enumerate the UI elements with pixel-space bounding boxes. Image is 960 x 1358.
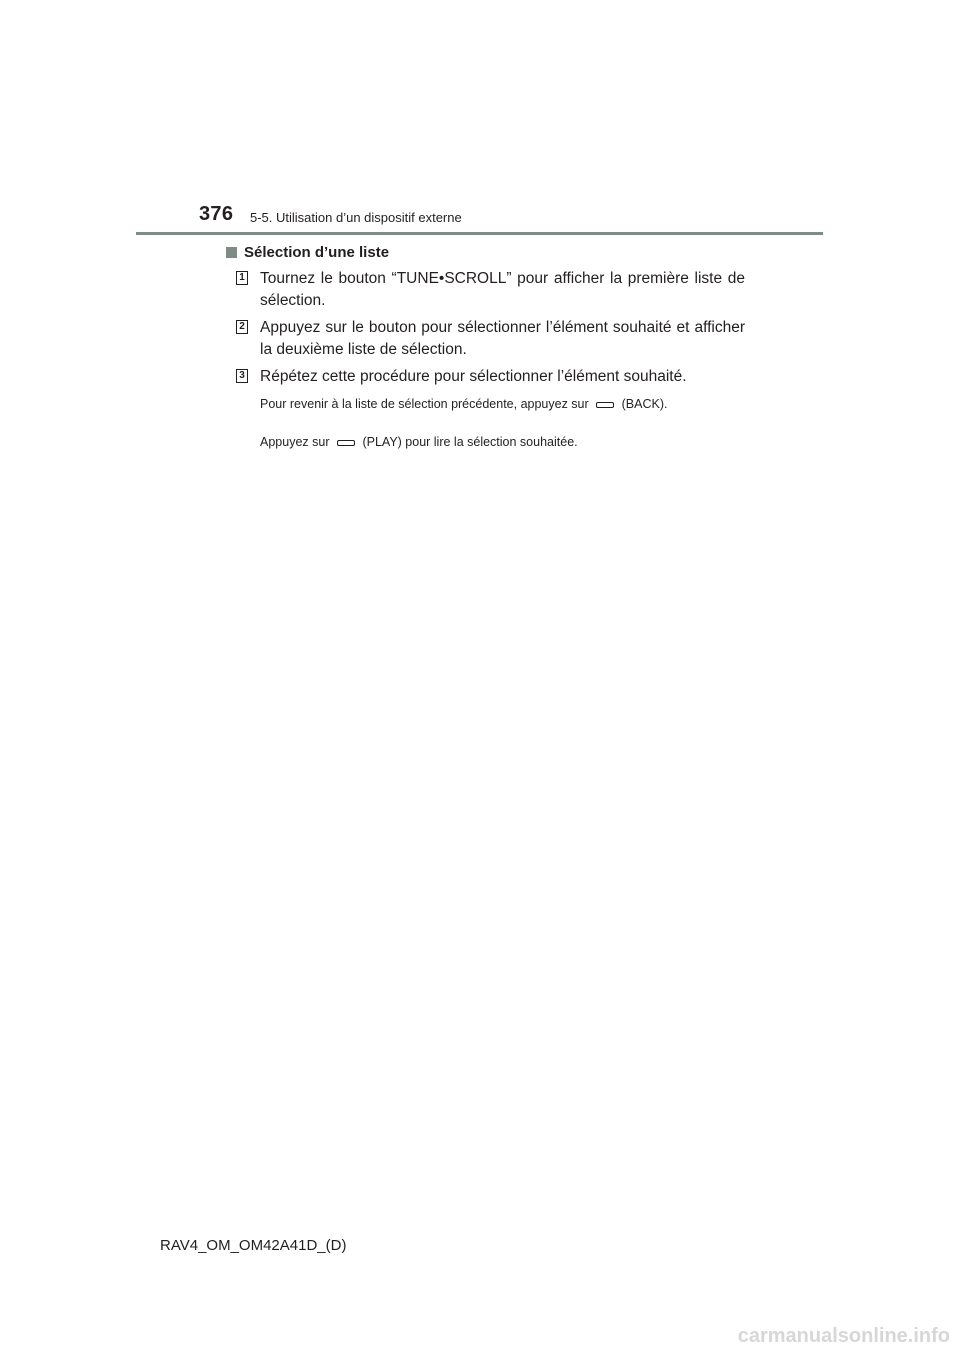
page-number: 376: [199, 203, 234, 225]
note-play-label: (PLAY) pour lire la sélection souhaitée.: [362, 435, 578, 449]
step-number-badge: 3: [236, 369, 248, 383]
note-play-text: Appuyez sur: [260, 435, 330, 449]
play-button-icon: [337, 440, 355, 446]
square-bullet-icon: [226, 247, 237, 258]
watermark: carmanualsonline.info: [737, 1325, 950, 1347]
step-text: Répétez cette procédure pour sélectionner l’élément souhaité.: [260, 368, 687, 385]
document-code: RAV4_OM_OM42A41D_(D): [160, 1237, 347, 1254]
step-text: Appuyez sur le bouton pour sélectionner l’élément souhaité et afficher la deuxième liste de sélection.: [260, 319, 745, 358]
header-divider: [136, 232, 823, 235]
step-number-badge: 2: [236, 320, 248, 334]
section-heading: [226, 244, 389, 261]
note-back: [260, 396, 745, 412]
heading-text: Sélection d’une liste: [244, 244, 390, 261]
note-back-label: (BACK).: [621, 397, 668, 411]
step-text: Tournez le bouton “TUNE•SCROLL” pour afficher la première liste de sélection.: [260, 270, 745, 309]
section-title: 5-5. Utilisation d’un dispositif externe: [250, 210, 462, 225]
note-play: [260, 434, 745, 450]
step-number-badge: 1: [236, 271, 248, 285]
back-button-icon: [596, 402, 614, 408]
note-back-text: Pour revenir à la liste de sélection précédente, appuyez sur: [260, 397, 589, 411]
